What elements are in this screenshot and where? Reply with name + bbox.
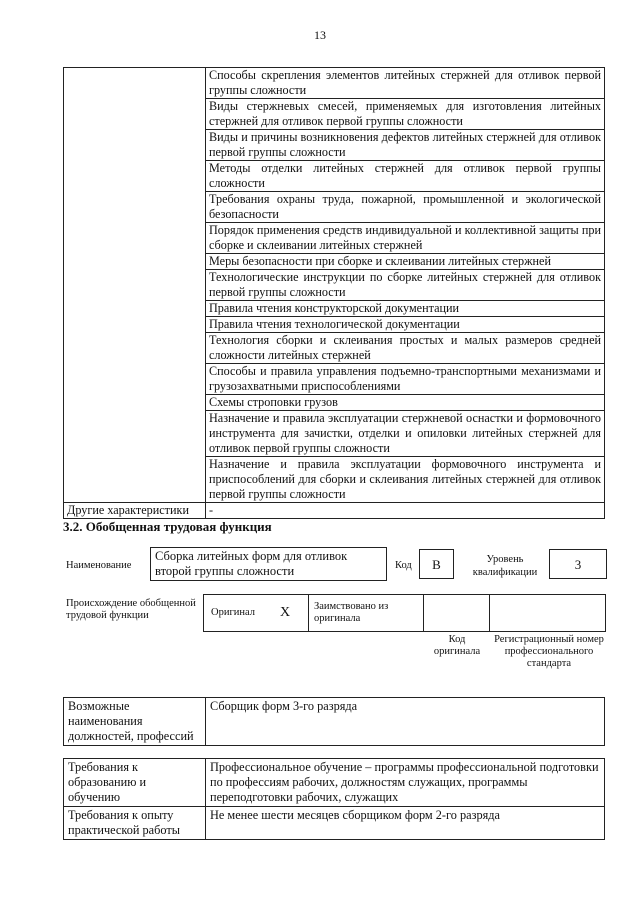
page-number: 13	[314, 28, 326, 42]
other-characteristics-value: -	[206, 503, 605, 519]
knowledge-item: Правила чтения конструкторской документации	[206, 301, 605, 317]
positions-table	[63, 697, 605, 746]
knowledge-item: Виды и причины возникновения дефектов литейных стержней для отливок первой группы сложности	[206, 130, 605, 161]
knowledge-item: Технология сборки и склеивания простых и малых размеров средней сложности литейных стержней	[206, 333, 605, 364]
other-characteristics-label: Другие характеристики	[64, 503, 206, 519]
knowledge-item: Способы и правила управления подъемно-транспортными механизмами и грузозахватными приспособлениями	[206, 364, 605, 395]
education-label: Требования к образованию и обучению	[64, 759, 206, 807]
code-label: Код	[395, 560, 412, 571]
origin-label: Происхождение обобщенной трудовой функции	[66, 598, 196, 621]
experience-value: Не менее шести месяцев сборщиком форм 2-го разряда	[206, 807, 605, 840]
knowledge-item: Порядок применения средств индивидуальной и коллективной защиты при сборке и склеивании литейных стержней	[206, 223, 605, 254]
original-label: Оригинал	[211, 607, 255, 618]
table-row	[64, 68, 605, 99]
table-row	[64, 807, 605, 840]
borrowed-label: Заимствовано из оригинала	[314, 601, 389, 624]
knowledge-item: Способы скрепления элементов литейных стержней для отливок первой группы сложности	[206, 68, 605, 99]
level-label: Уровень квалификации	[472, 554, 538, 578]
experience-label: Требования к опыту практической работы	[64, 807, 206, 840]
requirements-table	[63, 758, 605, 840]
knowledge-item: Технологические инструкции по сборке литейных стержней для отливок первой группы сложности	[206, 270, 605, 301]
section-title: 3.2. Обобщенная трудовая функция	[63, 519, 272, 534]
positions-label: Возможные наименования должностей, профессий	[64, 698, 206, 746]
knowledge-item: Назначение и правила эксплуатации формовочного инструмента и приспособлений для сборки и склеивания литейных стержней для отливок первой группы сложности	[206, 457, 605, 503]
function-name-value: Сборка литейных форм для отливок второй группы сложности	[150, 547, 387, 581]
positions-value: Сборщик форм 3-го разряда	[206, 698, 605, 746]
knowledge-item: Меры безопасности при сборке и склеивании литейных стержней	[206, 254, 605, 270]
registration-number-caption: Регистрационный номер профессионального стандарта	[494, 634, 604, 669]
level-value: 3	[549, 549, 607, 579]
code-original-caption: Код оригинала	[433, 634, 481, 657]
knowledge-item: Схемы строповки грузов	[206, 395, 605, 411]
code-value: B	[419, 549, 454, 579]
table-row	[64, 698, 605, 746]
knowledge-table	[63, 67, 605, 519]
empty-label-cell	[64, 68, 206, 503]
table-row	[64, 759, 605, 807]
name-label: Наименование	[66, 560, 132, 571]
knowledge-item: Требования охраны труда, пожарной, промышленной и экологической безопасности	[206, 192, 605, 223]
education-value: Профессиональное обучение – программы профессиональной подготовки по профессиям рабочих, должностям служащих, программы переподготовки рабочих, служащих	[206, 759, 605, 807]
original-mark: X	[280, 605, 291, 620]
knowledge-item: Назначение и правила эксплуатации стержневой оснастки и формовочного инструмента для зачистки, отделки и опиловки литейных стержней для отливок первой группы сложности	[206, 411, 605, 457]
knowledge-item: Методы отделки литейных стержней для отливок первой группы сложности	[206, 161, 605, 192]
table-row	[64, 503, 605, 519]
knowledge-item: Виды стержневых смесей, применяемых для изготовления литейных стержней для отливок первой группы сложности	[206, 99, 605, 130]
knowledge-item: Правила чтения технологической документации	[206, 317, 605, 333]
